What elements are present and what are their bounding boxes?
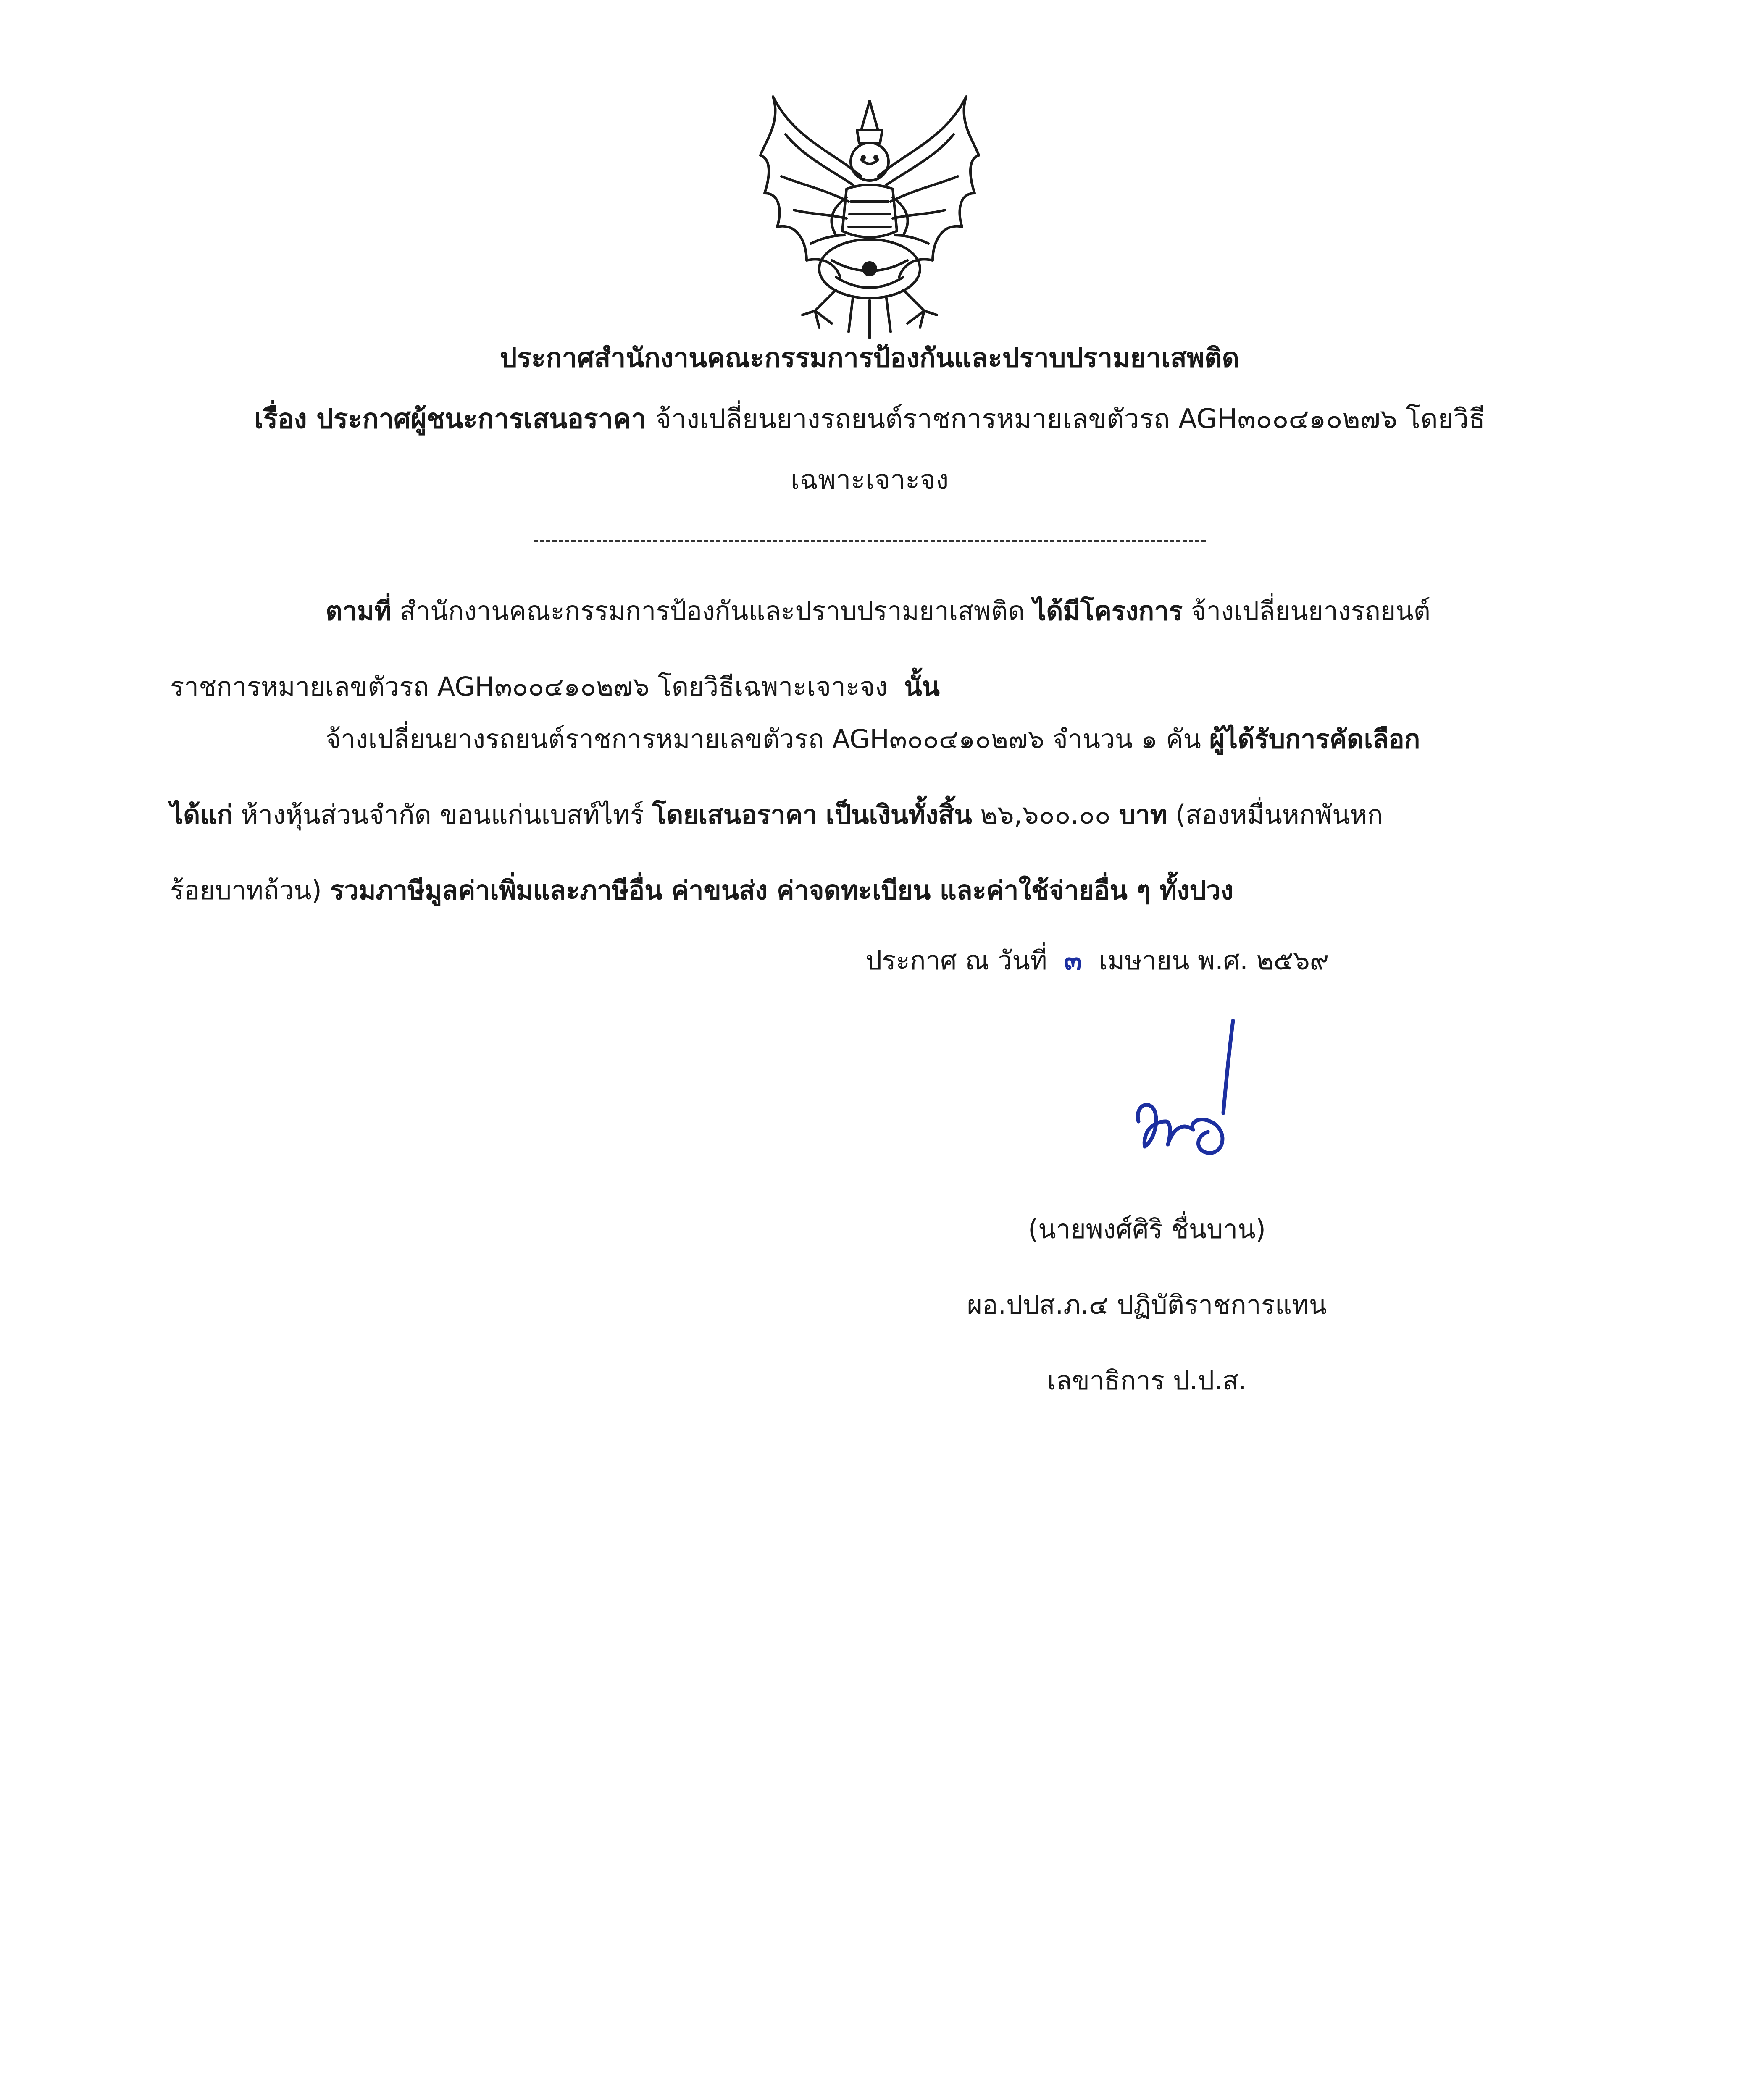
p2-bold-4: เป็นเงินทั้งสิ้น [825, 799, 972, 830]
p2-bold-2: ได้แก่ [170, 799, 233, 830]
p1-text-2: จ้างเปลี่ยนยางรถยนต์ [1191, 596, 1431, 626]
p1-bold-2: ได้มีโครงการ [1033, 596, 1183, 626]
p1-line2-bold: นั้น [904, 671, 940, 702]
header-divider [534, 540, 1206, 542]
signer-title-text: เลขาธิการ ป.ป.ส. [1047, 1365, 1247, 1396]
paragraph-winner [170, 701, 1540, 928]
document-subject-continued [168, 464, 1571, 496]
p2-text-5: ร้อยบาทถ้วน) [170, 875, 322, 906]
p2-bold-3: โดยเสนอราคา [652, 799, 818, 830]
title-text: ประกาศสำนักงานคณะกรรมการป้องกันและปราบปรามยาเสพติด [500, 343, 1240, 374]
p2-amount: ๒๖,๖๐๐.๐๐ [980, 799, 1111, 830]
p2-text-1: จ้างเปลี่ยนยางรถยนต์ราชการหมายเลขตัวรถ AGH๓๐๐๔๑๐๒๗๖ จำนวน ๑ คัน [326, 724, 1201, 754]
announcement-date [865, 945, 1329, 976]
p1-line2-text: ราชการหมายเลขตัวรถ AGH๓๐๐๔๑๐๒๗๖ โดยวิธีเฉพาะเจาะจง [170, 671, 888, 702]
paragraph-line [170, 853, 1540, 928]
signer-name-text: (นายพงศ์ศิริ ชื่นบาน) [1028, 1214, 1266, 1244]
date-prefix: ประกาศ ณ วันที่ [865, 945, 1047, 976]
handwritten-signature [1126, 1016, 1260, 1176]
paragraph-line [170, 777, 1540, 853]
signer-title [924, 1365, 1370, 1396]
date-rest: เมษายน พ.ศ. ๒๕๖๙ [1099, 945, 1329, 976]
signer-position [924, 1289, 1370, 1320]
garuda-emblem-icon [756, 92, 983, 340]
p1-text-1: สำนักงานคณะกรรมการป้องกันและปราบปรามยาเสพติด [400, 596, 1025, 626]
date-day: ๓ [1064, 945, 1082, 976]
signer-position-text: ผอ.ปปส.ภ.๔ ปฏิบัติราชการแทน [967, 1289, 1327, 1320]
subject-cont-text: เฉพาะเจาะจง [790, 465, 949, 496]
p2-bold-5: บาท [1119, 799, 1167, 830]
subject-label: เรื่อง ประกาศผู้ชนะการเสนอราคา [254, 404, 647, 435]
signer-name [924, 1214, 1370, 1245]
p2-bold-1: ผู้ได้รับการคัดเลือก [1209, 724, 1420, 754]
paragraph-line [170, 573, 1540, 649]
p2-bold-6: รวมภาษีมูลค่าเพิ่มและภาษีอื่น ค่าขนส่ง ค่าจดทะเบียน และค่าใช้จ่ายอื่น ๆ ทั้งปวง [330, 875, 1233, 906]
subject-text: จ้างเปลี่ยนยางรถยนต์ราชการหมายเลขตัวรถ AGH๓๐๐๔๑๐๒๗๖ โดยวิธี [655, 404, 1485, 435]
paragraph-line [170, 701, 1540, 777]
document-title [168, 342, 1571, 375]
p2-text-4: (สองหมื่นหกพันหก [1175, 799, 1383, 830]
p1-bold-1: ตามที่ [326, 596, 392, 626]
document-subject [168, 403, 1571, 436]
p2-text-2: ห้างหุ้นส่วนจำกัด ขอนแก่นเบสท์ไทร์ [241, 799, 644, 830]
